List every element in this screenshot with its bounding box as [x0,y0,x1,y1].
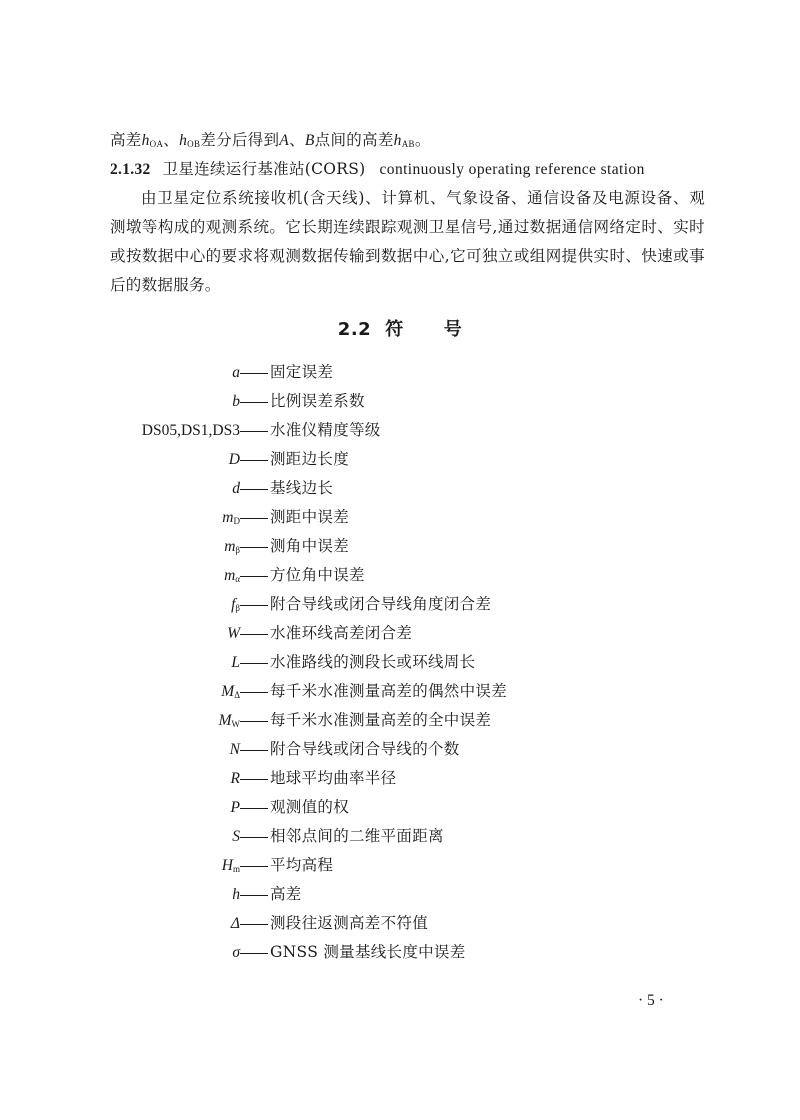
symbol-row [0,648,800,677]
symbol-description: 高差 [270,885,302,903]
symbol-description: 测距中误差 [270,508,350,526]
symbol-row [0,938,800,967]
symbol-row [0,735,800,764]
dash-separator [240,837,268,838]
symbol-description: 测角中误差 [270,537,350,555]
symbol-description: 水准环线高差闭合差 [270,624,413,642]
dash-separator [240,895,268,896]
symbol-h: $h_{OB}$ [179,132,201,149]
symbol-description: 比例误差系数 [270,392,365,410]
dash-separator [240,924,268,925]
symbol: $H_m$ [221,857,240,874]
symbol-row [0,677,800,706]
symbol: h [232,886,240,903]
symbol-row [0,474,800,503]
dash-separator [240,489,268,490]
dash-separator [240,460,268,461]
symbol: Δ [230,915,240,932]
symbol-description: 方位角中误差 [270,566,365,584]
point-b: B [304,132,315,149]
symbol: $f_\beta$ [231,596,240,613]
text-fragment: 高差 [110,131,142,149]
dash-separator [240,692,268,693]
symbol-description: 平均高程 [270,856,334,874]
symbol-description: 测距边长度 [270,450,350,468]
dash-separator [240,721,268,722]
section-title-char: 号 [443,319,463,340]
symbol-list [0,358,800,967]
text-fragment: 差分后得到 [200,131,280,149]
symbol-row [0,706,800,735]
dash-separator [240,431,268,432]
symbol: $m_D$ [222,509,240,526]
symbol-description: 相邻点间的二维平面距离 [270,827,444,845]
symbol: $M_W$ [218,712,240,729]
section-title-char: 符 [385,319,404,340]
symbol: $m_\alpha$ [224,567,240,584]
text-fragment: 点间的高差 [314,131,394,149]
dash-separator [240,373,268,374]
symbol: R [230,770,240,787]
term-heading [110,155,705,184]
symbol-row [0,532,800,561]
symbol-description: 观测值的权 [270,798,350,816]
symbol: L [231,654,240,671]
symbol-h: $h_{AB}$ [393,132,415,149]
symbol-description: 测段往返测高差不符值 [270,914,429,932]
symbol-row [0,822,800,851]
dash-separator [240,779,268,780]
section-number: 2.2 [337,319,372,340]
term-english: continuously operating reference station [379,161,645,178]
symbol: W [227,625,240,642]
symbol-row [0,387,800,416]
symbol-description: 固定误差 [270,363,334,381]
text-fragment: 、 [163,131,180,149]
dash-separator [240,953,268,954]
symbol: D [228,451,240,468]
dash-separator [240,750,268,751]
dash-separator [240,576,268,577]
symbol-description: 水准仪精度等级 [270,421,381,439]
symbol: N [229,741,240,758]
symbol: $m_\beta$ [224,538,240,555]
symbol: σ [232,944,240,961]
section-heading [0,315,800,341]
symbol-description: 地球平均曲率半径 [270,769,397,787]
dash-separator [240,866,268,867]
symbol: a [232,364,240,381]
symbol-row [0,851,800,880]
symbol-description: 基线边长 [270,479,334,497]
dash-separator [240,605,268,606]
symbol: d [232,480,240,497]
term-definition: 由卫星定位系统接收机(含天线)、计算机、气象设备、通信设备及电源设备、观测墩等构成的观测系统。它长期连续跟踪观测卫星信号,通过数据通信网络定时、实时或按数据中心的要求将观测数据传输到数据中心,它可独立或组网提供实时、快速或事后的数据服务。 [110,189,705,294]
symbol-row [0,416,800,445]
symbol-row [0,561,800,590]
symbol: P [230,799,240,816]
dash-separator [240,634,268,635]
dash-separator [240,663,268,664]
symbol-description: 附合导线或闭合导线角度闭合差 [270,595,492,613]
symbol-row [0,358,800,387]
symbol-description: 水准路线的测段长或环线周长 [270,653,476,671]
dash-separator [240,518,268,519]
page-number: · 5 · [638,992,664,1009]
dash-separator [240,547,268,548]
text-fragment: 。 [414,131,431,149]
symbol-row [0,503,800,532]
symbol: DS05,DS1,DS3 [141,422,240,439]
symbol-description: GNSS 测量基线长度中误差 [270,943,466,961]
symbol: b [232,393,240,410]
symbol: S [232,828,240,845]
text-fragment: 、 [289,131,305,149]
continuation-line [110,126,705,155]
symbol: $M_\Delta$ [221,683,240,700]
symbol-description: 每千米水准测量高差的偶然中误差 [270,682,508,700]
symbol-h: $h_{OA}$ [141,132,164,149]
point-a: A [279,132,290,149]
term-number: 2.1.32 [110,161,151,178]
symbol-row [0,793,800,822]
symbol-row [0,590,800,619]
dash-separator [240,402,268,403]
symbol-description: 每千米水准测量高差的全中误差 [270,711,492,729]
symbol-row [0,909,800,938]
dash-separator [240,808,268,809]
symbol-row [0,880,800,909]
symbol-row [0,445,800,474]
term-chinese: 卫星连续运行基准站(CORS) [162,160,366,178]
symbol-row [0,619,800,648]
symbol-row [0,764,800,793]
symbol-description: 附合导线或闭合导线的个数 [270,740,460,758]
